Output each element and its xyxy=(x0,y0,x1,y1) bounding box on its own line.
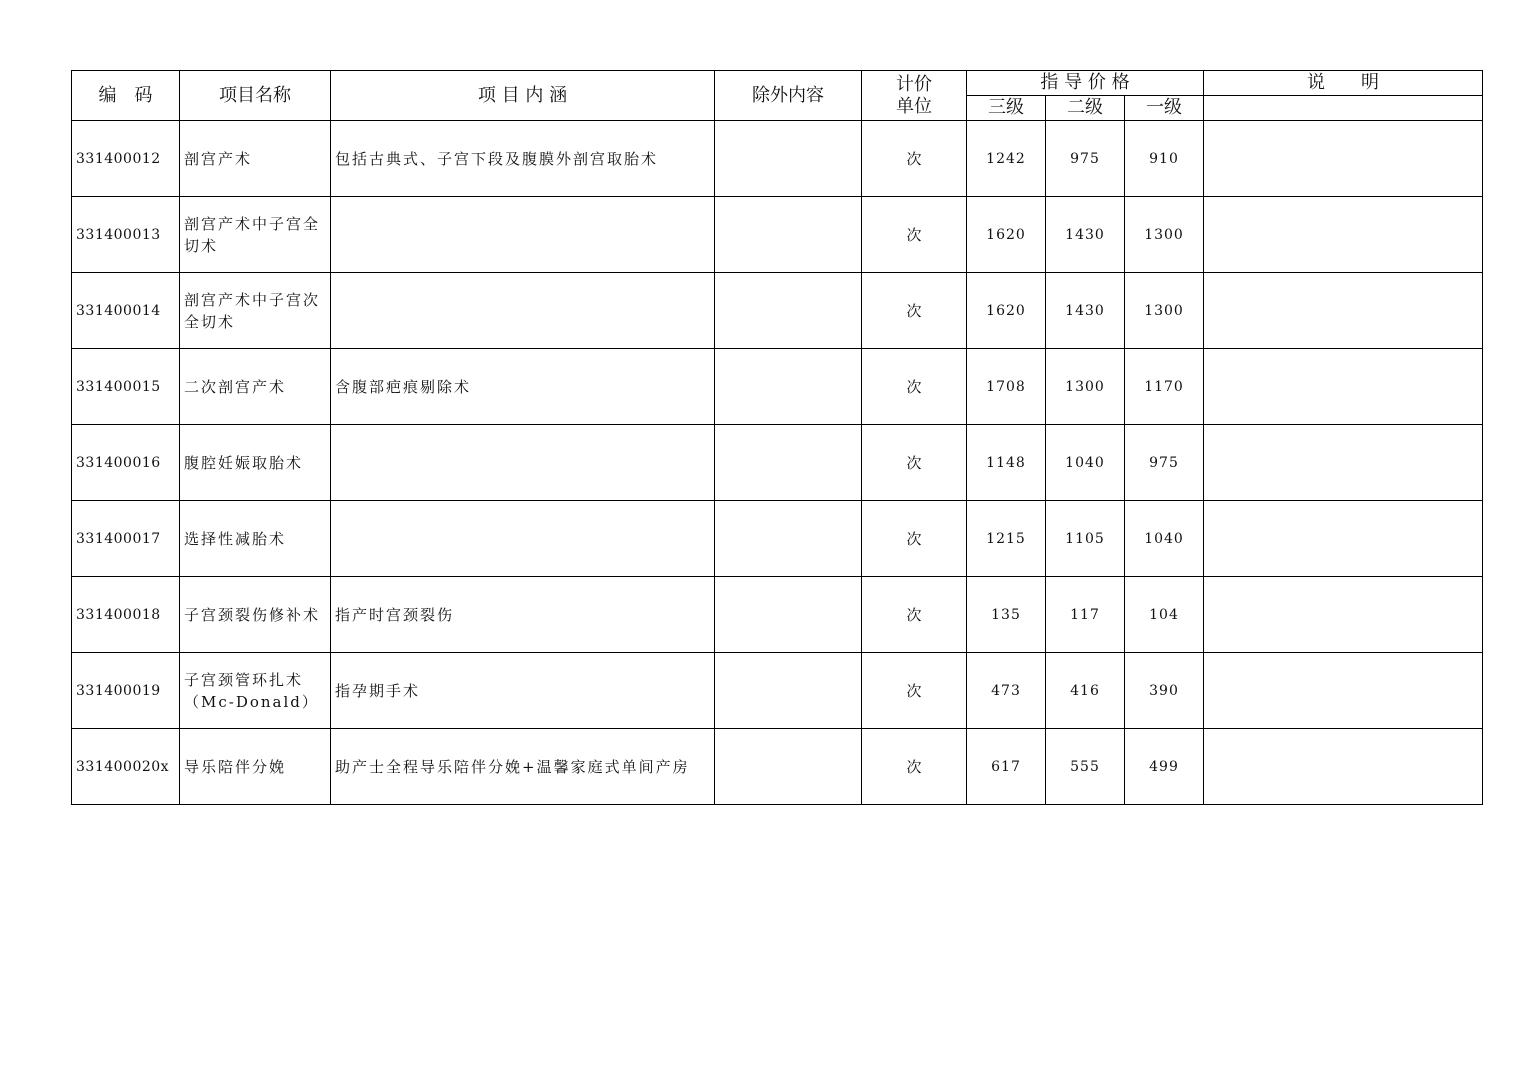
cell-price-level2: 1430 xyxy=(1046,197,1125,273)
cell-unit: 次 xyxy=(862,273,967,349)
cell-name: 二次剖宫产术 xyxy=(180,349,331,425)
cell-name: 导乐陪伴分娩 xyxy=(180,729,331,805)
header-level3: 三级 xyxy=(967,96,1046,121)
cell-price-level1: 975 xyxy=(1125,425,1204,501)
cell-name: 子宫颈管环扎术（Mc-Donald） xyxy=(180,653,331,729)
cell-price-level1: 390 xyxy=(1125,653,1204,729)
table-row xyxy=(72,349,1483,425)
cell-price-level3: 1148 xyxy=(967,425,1046,501)
cell-excluded xyxy=(715,273,862,349)
table-row xyxy=(72,653,1483,729)
price-table xyxy=(71,70,1483,805)
cell-unit: 次 xyxy=(862,425,967,501)
header-excluded: 除外内容 xyxy=(715,71,862,121)
table-row xyxy=(72,273,1483,349)
cell-code: 331400014 xyxy=(72,273,180,349)
cell-excluded xyxy=(715,577,862,653)
cell-note xyxy=(1204,425,1483,501)
header-unit-line1: 计价 xyxy=(896,73,932,95)
header-level2: 二级 xyxy=(1046,96,1125,121)
cell-content xyxy=(331,197,715,273)
cell-price-level3: 1708 xyxy=(967,349,1046,425)
table-row xyxy=(72,501,1483,577)
cell-excluded xyxy=(715,501,862,577)
cell-code: 331400015 xyxy=(72,349,180,425)
cell-price-level1: 104 xyxy=(1125,577,1204,653)
header-name: 项目名称 xyxy=(180,71,331,121)
cell-note xyxy=(1204,653,1483,729)
cell-content: 含腹部疤痕剔除术 xyxy=(331,349,715,425)
header-unit-line2: 单位 xyxy=(896,95,932,117)
cell-content: 包括古典式、子宫下段及腹膜外剖宫取胎术 xyxy=(331,121,715,197)
cell-price-level1: 1170 xyxy=(1125,349,1204,425)
header-code: 编 码 xyxy=(72,71,180,121)
table-body xyxy=(72,121,1483,805)
cell-code: 331400018 xyxy=(72,577,180,653)
cell-price-level2: 1105 xyxy=(1046,501,1125,577)
header-content: 项 目 内 涵 xyxy=(331,71,715,121)
cell-price-level2: 1300 xyxy=(1046,349,1125,425)
cell-content xyxy=(331,273,715,349)
cell-excluded xyxy=(715,349,862,425)
cell-price-level1: 1300 xyxy=(1125,273,1204,349)
cell-price-level1: 1300 xyxy=(1125,197,1204,273)
cell-excluded xyxy=(715,425,862,501)
cell-price-level1: 910 xyxy=(1125,121,1204,197)
cell-price-level1: 1040 xyxy=(1125,501,1204,577)
cell-unit: 次 xyxy=(862,121,967,197)
cell-unit: 次 xyxy=(862,349,967,425)
cell-price-level3: 1620 xyxy=(967,197,1046,273)
cell-code: 331400020x xyxy=(72,729,180,805)
table-row xyxy=(72,121,1483,197)
cell-note xyxy=(1204,501,1483,577)
cell-note xyxy=(1204,729,1483,805)
cell-unit: 次 xyxy=(862,501,967,577)
cell-code: 331400016 xyxy=(72,425,180,501)
cell-code: 331400013 xyxy=(72,197,180,273)
cell-price-level2: 975 xyxy=(1046,121,1125,197)
cell-unit: 次 xyxy=(862,577,967,653)
cell-note xyxy=(1204,121,1483,197)
cell-excluded xyxy=(715,653,862,729)
table-header xyxy=(72,71,1483,121)
table-row xyxy=(72,197,1483,273)
cell-price-level2: 555 xyxy=(1046,729,1125,805)
cell-price-level3: 617 xyxy=(967,729,1046,805)
cell-name: 腹腔妊娠取胎术 xyxy=(180,425,331,501)
cell-unit: 次 xyxy=(862,197,967,273)
header-unit xyxy=(862,71,967,121)
cell-price-level2: 1040 xyxy=(1046,425,1125,501)
header-note: 说 明 xyxy=(1204,71,1483,96)
cell-code: 331400019 xyxy=(72,653,180,729)
cell-price-level3: 473 xyxy=(967,653,1046,729)
header-note-sub xyxy=(1204,96,1483,121)
cell-excluded xyxy=(715,121,862,197)
table-row xyxy=(72,425,1483,501)
cell-note xyxy=(1204,273,1483,349)
cell-code: 331400017 xyxy=(72,501,180,577)
cell-name: 剖宫产术 xyxy=(180,121,331,197)
cell-content: 指产时宫颈裂伤 xyxy=(331,577,715,653)
cell-name: 剖宫产术中子宫全切术 xyxy=(180,197,331,273)
cell-price-level2: 416 xyxy=(1046,653,1125,729)
table-row xyxy=(72,577,1483,653)
cell-price-level3: 1242 xyxy=(967,121,1046,197)
cell-price-level3: 135 xyxy=(967,577,1046,653)
cell-code: 331400012 xyxy=(72,121,180,197)
cell-unit: 次 xyxy=(862,653,967,729)
cell-unit: 次 xyxy=(862,729,967,805)
cell-excluded xyxy=(715,729,862,805)
cell-price-level2: 117 xyxy=(1046,577,1125,653)
cell-content: 指孕期手术 xyxy=(331,653,715,729)
cell-note xyxy=(1204,349,1483,425)
header-level1: 一级 xyxy=(1125,96,1204,121)
cell-name: 子宫颈裂伤修补术 xyxy=(180,577,331,653)
cell-price-level2: 1430 xyxy=(1046,273,1125,349)
cell-content xyxy=(331,501,715,577)
cell-content: 助产士全程导乐陪伴分娩+温馨家庭式单间产房 xyxy=(331,729,715,805)
cell-note xyxy=(1204,577,1483,653)
cell-price-level1: 499 xyxy=(1125,729,1204,805)
cell-price-level3: 1620 xyxy=(967,273,1046,349)
cell-name: 剖宫产术中子宫次全切术 xyxy=(180,273,331,349)
table-row xyxy=(72,729,1483,805)
cell-price-level3: 1215 xyxy=(967,501,1046,577)
cell-excluded xyxy=(715,197,862,273)
cell-content xyxy=(331,425,715,501)
cell-note xyxy=(1204,197,1483,273)
cell-name: 选择性减胎术 xyxy=(180,501,331,577)
header-price-group: 指 导 价 格 xyxy=(967,71,1204,96)
